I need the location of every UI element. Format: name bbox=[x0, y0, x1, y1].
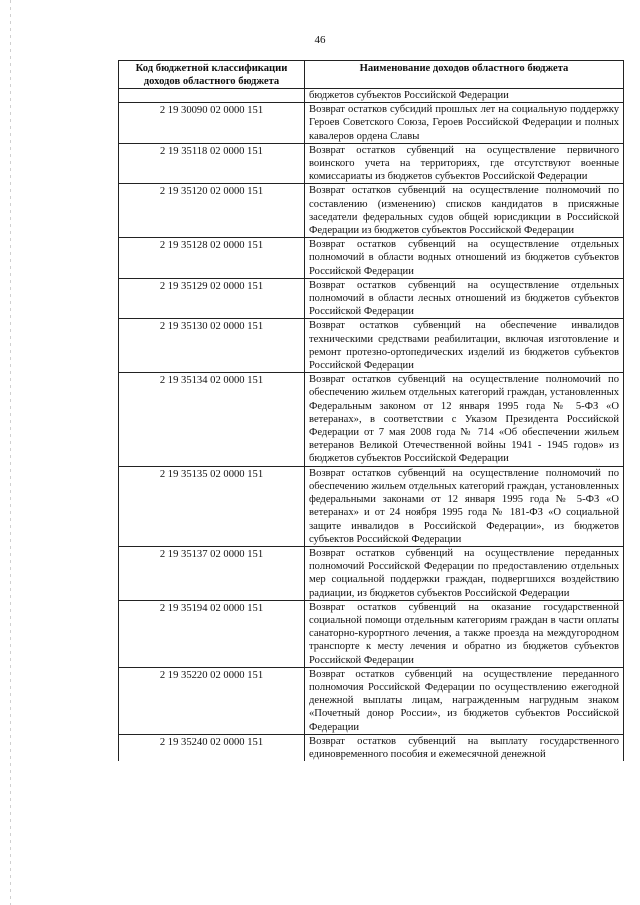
budget-code-cell: 2 19 35135 02 0000 151 bbox=[119, 466, 305, 546]
revenue-name-cell: Возврат остатков субвенций на осуществление переданных полномочий Российской Федерации по предоставлению отдельных мер социальной поддержки граждан, подвергшихся воздействию радиации, из бюджетов субъектов Российской Федерации bbox=[305, 546, 624, 600]
continuation-row bbox=[119, 89, 624, 103]
budget-code-cell: 2 19 35118 02 0000 151 bbox=[119, 143, 305, 184]
table-header-row bbox=[119, 61, 624, 89]
table-row bbox=[119, 143, 624, 184]
revenue-name-cell: Возврат остатков субвенций на осуществление полномочий по составлению (изменению) списков кандидатов в присяжные заседатели федеральных судов общей юрисдикции в Российской Федерации из бюджетов субъектов Российской Федерации bbox=[305, 184, 624, 238]
table-row bbox=[119, 184, 624, 238]
continuation-code-cell bbox=[119, 89, 305, 103]
table-row bbox=[119, 667, 624, 734]
budget-code-cell: 2 19 35129 02 0000 151 bbox=[119, 278, 305, 319]
table-row bbox=[119, 373, 624, 466]
budget-code-cell: 2 19 35120 02 0000 151 bbox=[119, 184, 305, 238]
budget-code-cell: 2 19 35128 02 0000 151 bbox=[119, 238, 305, 279]
budget-code-cell: 2 19 35134 02 0000 151 bbox=[119, 373, 305, 466]
page-number: 46 bbox=[314, 34, 326, 46]
revenue-name-cell: Возврат остатков субвенций на осуществление переданного полномочия Российской Федерации по осуществлению ежегодной денежной выплаты лицам, награжденным нагрудным знаком «Почетный донор России», из бюджетов субъектов Российской Федерации bbox=[305, 667, 624, 734]
budget-code-cell: 2 19 35220 02 0000 151 bbox=[119, 667, 305, 734]
revenue-name-cell: Возврат остатков субвенций на осуществление отдельных полномочий в области водных отношений из бюджетов субъектов Российской Федерации bbox=[305, 238, 624, 279]
revenue-name-cell: Возврат остатков субвенций на осуществление отдельных полномочий в области лесных отношений из бюджетов субъектов Российской Федерации bbox=[305, 278, 624, 319]
revenue-name-cell: Возврат остатков субвенций на оказание государственной социальной помощи отдельным категориям граждан в части оплаты санаторно-курортного лечения, а также проезда на междугородном транспорте к месту лечения и обратно из бюджетов субъектов Российской Федерации bbox=[305, 600, 624, 667]
continuation-name-cell: бюджетов субъектов Российской Федерации bbox=[305, 89, 624, 103]
table-row bbox=[119, 734, 624, 761]
scan-margin-line bbox=[10, 0, 11, 905]
table-row bbox=[119, 319, 624, 373]
revenue-name-cell: Возврат остатков субвенций на выплату государственного единовременного пособия и ежемесячной денежной bbox=[305, 734, 624, 761]
header-name: Наименование доходов областного бюджета bbox=[305, 61, 624, 89]
table-row bbox=[119, 238, 624, 279]
budget-code-cell: 2 19 35130 02 0000 151 bbox=[119, 319, 305, 373]
budget-code-table bbox=[118, 60, 624, 761]
revenue-name-cell: Возврат остатков субвенций на осуществление полномочий по обеспечению жильем отдельных категорий граждан, установленных федеральными законами от 12 января 1995 года № 5-ФЗ «О ветеранах» и от 24 ноября 1995 года № 181-ФЗ «О социальной защите инвалидов в Российской Федерации», из бюджетов субъектов Российской Федерации bbox=[305, 466, 624, 546]
table-row bbox=[119, 600, 624, 667]
table-row bbox=[119, 466, 624, 546]
table-row bbox=[119, 546, 624, 600]
revenue-name-cell: Возврат остатков субвенций на обеспечение инвалидов техническими средствами реабилитации, включая изготовление и ремонт протезно-ортопедических изделий из бюджетов субъектов Российской Федерации bbox=[305, 319, 624, 373]
budget-code-cell: 2 19 35240 02 0000 151 bbox=[119, 734, 305, 761]
table-row bbox=[119, 103, 624, 144]
header-code: Код бюджетной классификации доходов областного бюджета bbox=[119, 61, 305, 89]
revenue-name-cell: Возврат остатков субвенций на осуществление первичного воинского учета на территориях, где отсутствуют военные комиссариаты из бюджетов субъектов Российской Федерации bbox=[305, 143, 624, 184]
budget-code-cell: 2 19 35137 02 0000 151 bbox=[119, 546, 305, 600]
table-row bbox=[119, 278, 624, 319]
revenue-name-cell: Возврат остатков субсидий прошлых лет на социальную поддержку Героев Советского Союза, Героев Российской Федерации и полных кавалеров ордена Славы bbox=[305, 103, 624, 144]
budget-code-cell: 2 19 35194 02 0000 151 bbox=[119, 600, 305, 667]
budget-code-cell: 2 19 30090 02 0000 151 bbox=[119, 103, 305, 144]
revenue-name-cell: Возврат остатков субвенций на осуществление полномочий по обеспечению жильем отдельных категорий граждан, установленных Федеральным законом от 12 января 1995 года № 5-ФЗ «О ветеранах», в соответствии с Указом Президента Российской Федерации от 7 мая 2008 года № 714 «Об обеспечении жильем ветеранов Великой Отечественной войны 1941 - 1945 годов» из бюджетов субъектов Российской Федерации bbox=[305, 373, 624, 466]
